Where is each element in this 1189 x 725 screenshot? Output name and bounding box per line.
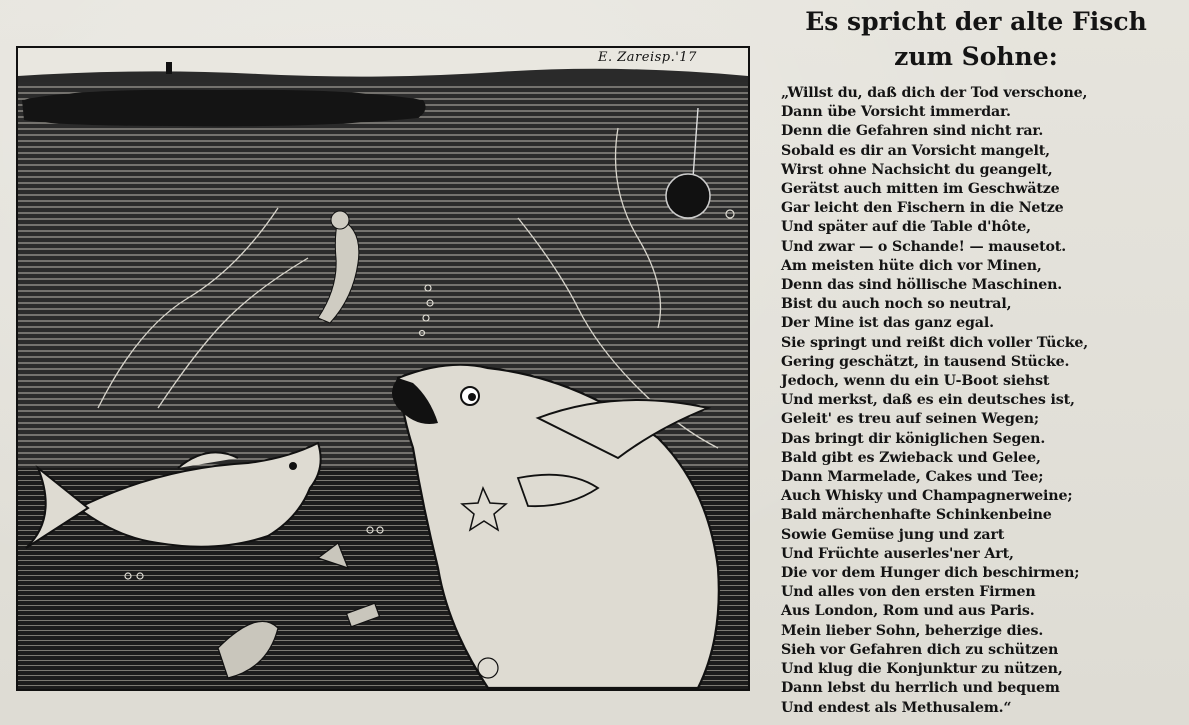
poem-line: Sieh vor Gefahren dich zu schützen — [781, 641, 1059, 658]
poem-line: Und alles von den ersten Firmen — [781, 584, 1036, 601]
poem-line: Dann lebst du herrlich und bequem — [781, 680, 1060, 697]
poem-line: Und zwar — o Schande! — mausetot. — [781, 238, 1066, 255]
cartoon-illustration — [16, 46, 750, 691]
poem-line: Bald märchenhafte Schinkenbeine — [781, 507, 1052, 524]
poem-line: Sie springt und reißt dich voller Tücke, — [781, 334, 1089, 351]
poem-line: Denn das sind höllische Maschinen. — [781, 277, 1063, 294]
poem-line: Gerätst auch mitten im Geschwätze — [781, 181, 1060, 198]
submarine-silhouette — [22, 90, 426, 127]
poem-line: Bald gibt es Zwieback und Gelee, — [781, 449, 1041, 466]
poem-line: Auch Whisky und Champagnerweine; — [781, 488, 1073, 505]
poem-line: Und merkst, daß es ein deutsches ist, — [781, 392, 1075, 409]
poem-line: Bist du auch noch so neutral, — [781, 296, 1012, 313]
poem-line: Wirst ohne Nachsicht du geangelt, — [781, 161, 1053, 178]
poem-line: Aus London, Rom und aus Paris. — [781, 603, 1035, 620]
poem-line: Die vor dem Hunger dich beschirmen; — [781, 565, 1080, 582]
poem-line: Und endest als Methusalem.“ — [781, 699, 1012, 716]
poem-line: Geleit' es treu auf seinen Wegen; — [781, 411, 1039, 428]
poem-title — [770, 4, 1182, 74]
poem-line: Dann Marmelade, Cakes und Tee; — [781, 469, 1044, 486]
poem-title-line: Es spricht der alte Fisch — [805, 7, 1147, 36]
artist-signature: E. Zareisp.'17 — [598, 50, 697, 65]
poem-line: „Willst du, daß dich der Tod verschone, — [781, 85, 1088, 101]
poem-title-line: zum Sohne: — [894, 42, 1058, 71]
poem-line: Und später auf die Table d'hôte, — [781, 219, 1031, 236]
poem-text — [781, 84, 1181, 718]
poem-line: Sowie Gemüse jung und zart — [781, 526, 1005, 543]
poem-line: Der Mine ist das ganz egal. — [781, 315, 994, 332]
poem-line: Sobald es dir an Vorsicht mangelt, — [781, 142, 1050, 159]
poem-line: Jedoch, wenn du ein U-Boot siehst — [781, 373, 1050, 390]
poem-line: Gar leicht den Fischern in die Netze — [781, 200, 1064, 217]
poem-line: Dann übe Vorsicht immerdar. — [781, 104, 1011, 121]
underwater-scene-drawing — [18, 48, 748, 689]
poem-line: Und Früchte auserles'ner Art, — [781, 545, 1014, 562]
poem-line: Am meisten hüte dich vor Minen, — [781, 257, 1042, 274]
poem-line: Denn die Gefahren sind nicht rar. — [781, 123, 1044, 140]
periscope — [166, 62, 172, 74]
big-fish-pupil — [468, 393, 476, 401]
poem-line: Mein lieber Sohn, beherzige dies. — [781, 622, 1044, 639]
sea-mine — [666, 174, 710, 218]
small-fish-eye — [289, 462, 297, 470]
poem-line: Gering geschätzt, in tausend Stücke. — [781, 353, 1070, 370]
poem-line: Das bringt dir königlichen Segen. — [781, 430, 1046, 447]
poem-line: Und klug die Konjunktur zu nützen, — [781, 661, 1063, 678]
figure-head — [331, 211, 349, 229]
